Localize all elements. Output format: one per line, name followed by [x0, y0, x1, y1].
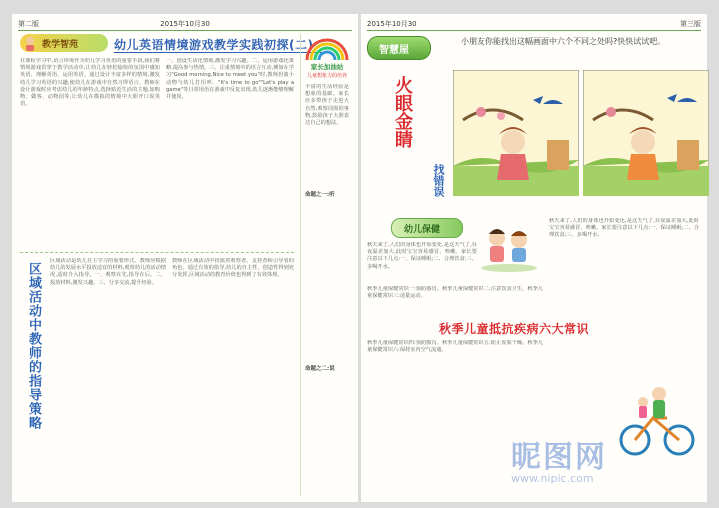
title-underline: [114, 52, 326, 53]
puzzle-picture-right: [583, 70, 709, 196]
sidebar-subtitle: 儿童想象力的培养: [306, 73, 347, 79]
find-errors-title: 找错误: [432, 164, 445, 197]
health-text-3: 秋季儿童保健常识四:预防腹泻。秋季儿童保健常识五:防止皮肤干燥。秋季儿童保健常识六:保持室内空气流通。: [367, 340, 543, 354]
children-picture: [477, 220, 541, 272]
issue-date: 2015年10月30: [367, 20, 417, 28]
guidance-strategy-heading: 区域活动中教师的指导策略: [26, 262, 41, 430]
sharp-eyes-title: 火眼金睛: [392, 76, 413, 148]
sidebar-text: 丰富的生活经验是想象的基础。家长应多带孩子走进大自然,观察周围的事物,鼓励孩子大胆表达自己的想法。: [305, 84, 349, 127]
wisdom-badge: [367, 36, 431, 60]
parent-sidebar: [300, 34, 353, 496]
page-number: 第三版: [680, 20, 701, 28]
health-text-2: 秋季儿童保健常识一:预防感冒。秋季儿童保健常识二:注意饮食卫生。秋季儿童保健常识三:适量运动。: [367, 286, 543, 300]
health-title: 秋季儿童抵抗疾病六大常识: [439, 322, 590, 336]
guidance-column-2: 教师在区域活动中扮演着观察者、支持者和引导者的角色。通过有效的指导,幼儿的自主性、创造性得到充分发挥,区域活动的教育价值也得到了有效体现。: [172, 258, 294, 279]
watermark-logo: 昵图网: [511, 440, 607, 475]
right-page-header: [367, 18, 701, 31]
article-column-2: 一、创设生活化情境,激发学习兴趣。二、运用游戏化策略,提高参与热情。三、注重情境中的语言互动,例如在学习"Good morning,Nice to meet you"时,教师扮演小动物与幼儿打招呼。"It's time to go""Let's play a game"等日常用语在游戏中反复出现,幼儿逐渐能够理解并使用。: [166, 58, 294, 101]
puzzle-prompt: 小朋友你能找出这幅画面中六个不同之处吗?快快试试吧。: [461, 37, 666, 46]
badge-label: 教学智苑: [42, 40, 79, 50]
right-page: [361, 14, 707, 502]
puzzle-picture-left: [453, 70, 579, 196]
bicycle-family-picture: [615, 372, 697, 458]
watermark-url: www.nipic.com: [511, 472, 594, 485]
left-page: [12, 14, 358, 502]
sidebar-title: 家长加油站: [310, 63, 344, 71]
sidebar-heading-speak: 命题之二:说: [305, 366, 335, 372]
health-badge: [391, 218, 463, 238]
guidance-column-1: 区域活动是幼儿自主学习的重要形式。教师应根据幼儿的发展水平投放适宜的材料,观察幼儿的活动情况,适时介入指导。一、观察在先,指导在后。二、投放材料,激发兴趣。三、分享交流,提升经验。: [50, 258, 166, 286]
child-icon: [22, 35, 38, 51]
issue-date: 2015年10月30: [160, 20, 210, 28]
article-title: 幼儿英语情境游戏教学实践初探(二): [114, 38, 314, 52]
rainbow-icon: [304, 34, 350, 60]
sidebar-heading-listen: 命题之一:听: [305, 192, 335, 198]
badge-label: 幼儿保健: [404, 225, 441, 235]
health-text-right-column: 秋天来了,人们的身体也开始变化,是这天气了,昼夜温差加大,此时宝宝容易感冒、咳嗽。家长要注意以下几点:一、保证睡眠;二、合理饮食;三、多喝开水。: [549, 218, 699, 239]
teaching-badge: [20, 34, 108, 52]
badge-label: 智慧屋: [379, 45, 409, 56]
page-number: 第二版: [18, 20, 39, 28]
section-divider: [20, 252, 294, 254]
left-page-header: [18, 18, 352, 31]
health-text-1: 秋天来了,人们的身体也开始变化,是这天气了,昼夜温差加大,此时宝宝容易感冒、咳嗽。家长要注意以下几点:一、保证睡眠;二、合理饮食;三、多喝开水。: [367, 242, 477, 270]
article-column-1: 在课程学习中,语言环境作为幼儿学习英语的重要手段,我们将情境游戏贯穿于教学活动中,让幼儿在轻松愉快的氛围中感知英语、理解英语、运用英语。通过设计丰富多样的情境,激发幼儿学习英语的兴趣,使幼儿在游戏中自然习得语言。教师在设计游戏时应考虑幼儿的年龄特点,选择贴近生活的主题,如购物、做客、动物园等,让幼儿在模拟的情境中大胆开口说英语。: [20, 58, 160, 108]
